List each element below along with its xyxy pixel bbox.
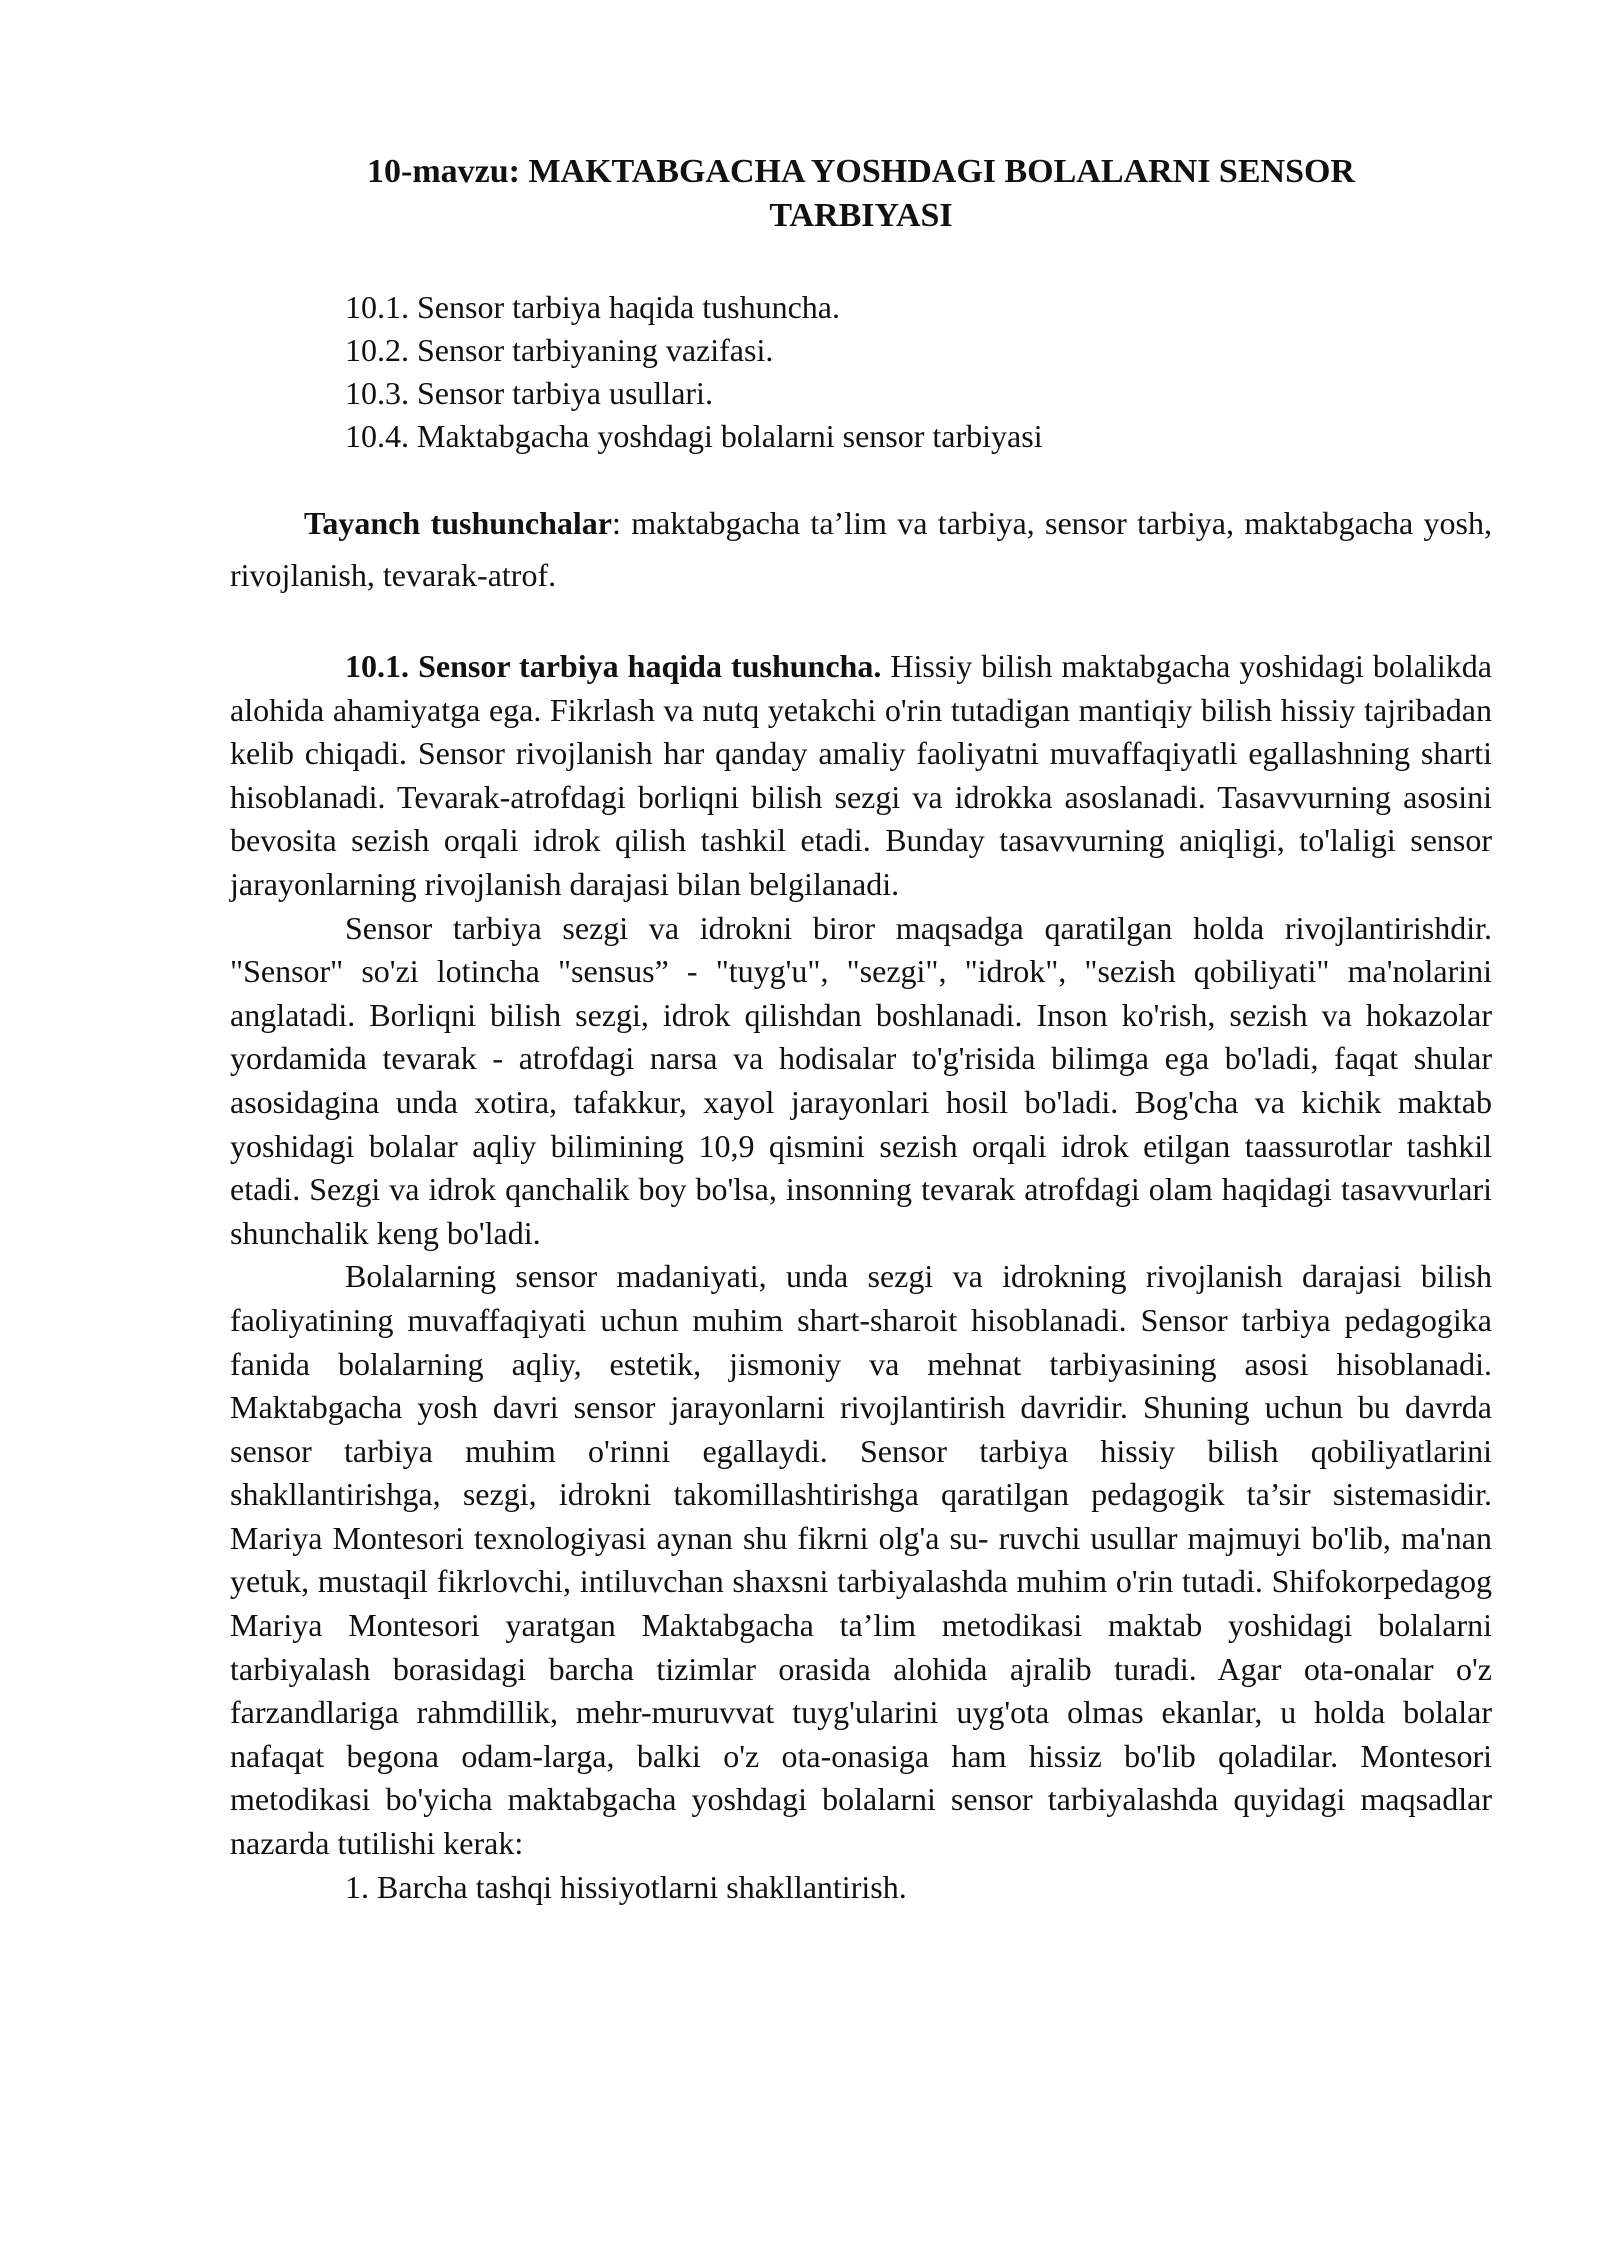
key-concepts bbox=[230, 497, 1492, 601]
key-concepts-label: Tayanch tushunchalar bbox=[304, 505, 612, 541]
title-line-2: TARBIYASI bbox=[769, 197, 953, 234]
toc-item: 10.1. Sensor tarbiya haqida tushuncha. bbox=[345, 289, 840, 325]
title-line-1: 10-mavzu: MAKTABGACHA YOSHDAGI BOLALARNI SENSOR bbox=[367, 153, 1355, 190]
paragraph-text: Hissiy bilish maktabgacha yoshidagi bolalikda alohida ahamiyatga ega. Fikrlash va nutq yetakchi o'rin tutadigan mantiqiy bilish hissiy tajribadan kelib chiqadi. Sensor rivojlanish har qanday amaliy faoliyatni muvaffaqiyatli egallashning sharti hisoblanadi. Tevarak-atrofdagi borliqni bilish sezgi va idrokka asoslanadi. Tasavvurning asosini bevosita sezish orqali idrok qilish tashkil etadi. Bunday tasavvurning aniqligi, to'laligi sensor jarayonlarning rivojlanish darajasi bilan belgilanadi. bbox=[230, 648, 1493, 902]
toc-item: 10.4. Maktabgacha yoshdagi bolalarni sensor tarbiyasi bbox=[345, 418, 1043, 454]
key-concepts-text: : maktabgacha ta’lim va tarbiya, sensor tarbiya, maktabgacha yosh, rivojlanish, tevarak-atrof. bbox=[230, 505, 1493, 593]
table-of-contents bbox=[345, 286, 1043, 458]
document-body bbox=[230, 645, 1492, 1909]
toc-item: 10.3. Sensor tarbiya usullari. bbox=[345, 375, 713, 411]
toc-item: 10.2. Sensor tarbiyaning vazifasi. bbox=[345, 332, 774, 368]
paragraph: Sensor tarbiya sezgi va idrokni biror maqsadga qaratilgan holda rivojlantirishdir. "Sensor" so'zi lotincha "sensus” - "tuyg'u", "sezgi", "idrok", "sezish qobiliyati" ma'nolarini anglatadi. Borliqni bilish sezgi, idrok qilishdan boshlanadi. Inson ko'rish, sezish va hokazolar yordamida tevarak - atrofdagi narsa va hodisalar to'g'risida bilimga ega bo'ladi, faqat shular asosidagina unda xotira, tafakkur, xayol jarayonlari hosil bo'ladi. Bog'cha va kichik maktab yoshidagi bolalar aqliy bilimining 10,9 qismini sezish orqali idrok etilgan taassurotlar tashkil etadi. Sezgi va idrok qanchalik boy bo'lsa, insonning tevarak atrofdagi olam haqidagi tasavvurlari shunchalik keng bo'ladi. bbox=[230, 909, 1492, 1251]
section-heading: 10.1. Sensor tarbiya haqida tushuncha. bbox=[345, 648, 882, 684]
list-item: 1. Barcha tashqi hissiyotlarni shakllantirish. bbox=[345, 1868, 907, 1905]
paragraph bbox=[230, 645, 1492, 907]
paragraph: Bolalarning sensor madaniyati, unda sezgi va idrokning rivojlanish darajasi bilish faoliyatining muvaffaqiyati uchun muhim shart-sharoit hisoblanadi. Sensor tarbiya pedagogika fanida bolalarning aqliy, estetik, jismoniy va mehnat tarbiyasining asosi hisoblanadi. Maktabgacha yosh davri sensor jarayonlarni rivojlantirish davridir. Shuning uchun bu davrda sensor tarbiya muhim o'rinni egallaydi. Sensor tarbiya hissiy bilish qobiliyatlarini shakllantirishga, sezgi, idrokni takomillashtirishga qaratilgan pedagogik ta’sir sistemasidir. Mariya Montesori texnologiyasi aynan shu fikrni olg'a su- ruvchi usullar majmuyi bo'lib, ma'nan yetuk, mustaqil fikrlovchi, intiluvchan shaxsni tarbiyalashda muhim o'rin tutadi. Shifokorpedagog Mariya Montesori yaratgan Maktabgacha ta’lim metodikasi maktab yoshidagi bolalarni tarbiyalash borasidagi barcha tizimlar orasida alohida ajralib turadi. Agar ota-onalar o'z farzandlariga rahmdillik, mehr-muruvvat tuyg'ularini uyg'ota olmas ekanlar, u holda bolalar nafaqat begona odam-larga, balki o'z ota-onasiga ham hissiz bo'lib qoladilar. Montesori metodikasi bo'yicha maktabgacha yoshdagi bolalarni sensor tarbiyalashda quyidagi maqsadlar nazarda tutilishi kerak: bbox=[230, 1258, 1492, 1862]
document-title bbox=[230, 150, 1492, 238]
